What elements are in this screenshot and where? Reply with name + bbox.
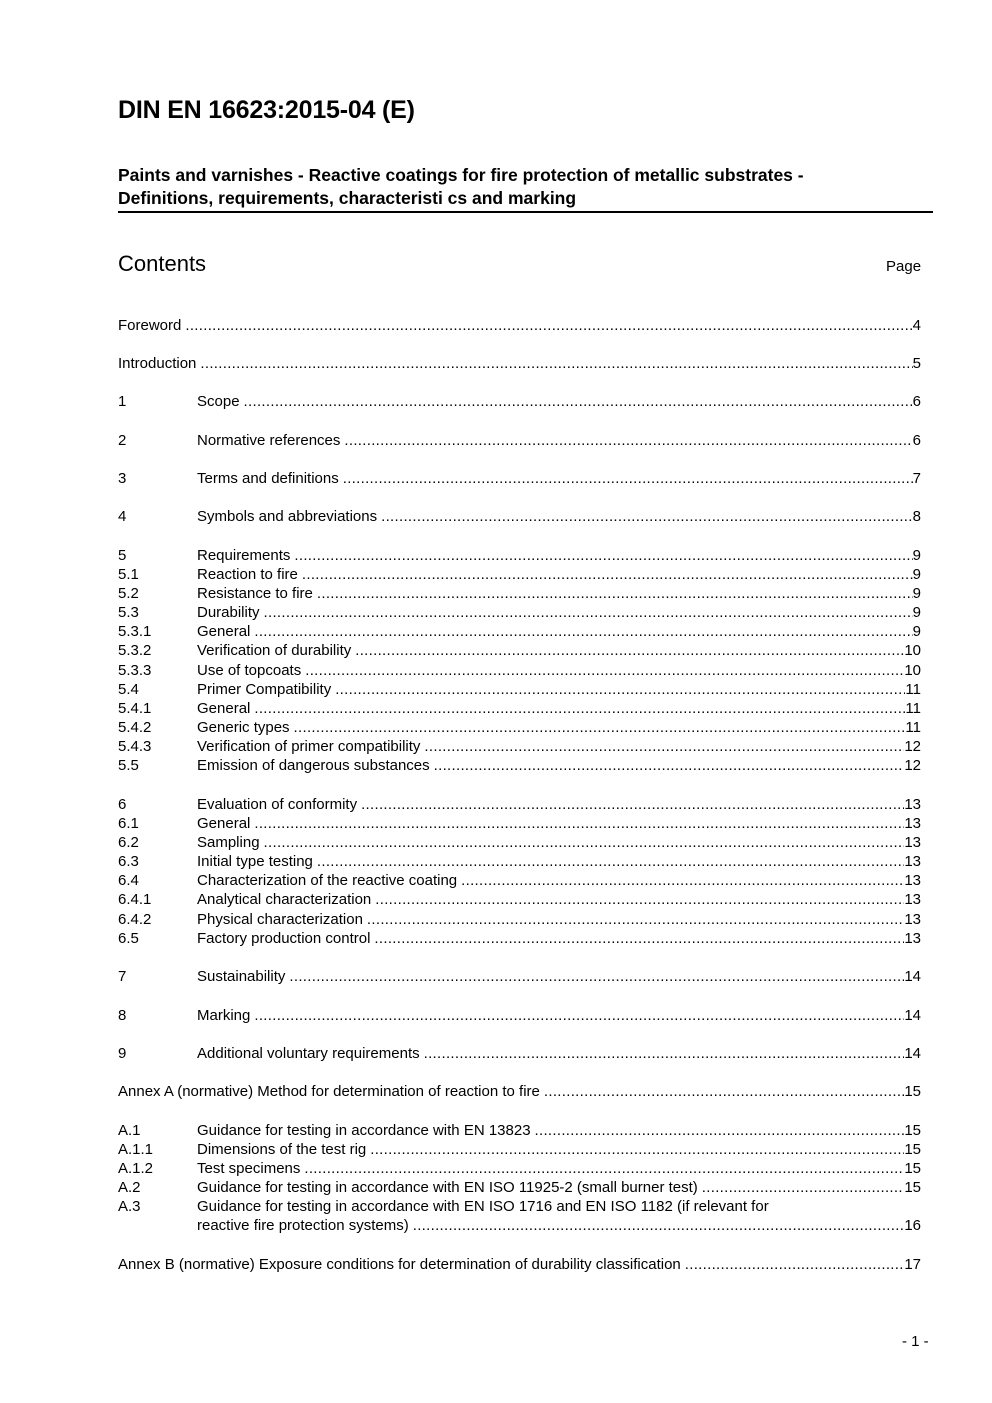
toc-entry-page: 15 <box>904 1179 921 1196</box>
toc-entry-page: 9 <box>912 604 921 621</box>
toc-entry-5-4-2[interactable] <box>118 718 921 737</box>
toc-entry-title: General <box>197 815 251 832</box>
toc-leader-dots <box>254 622 912 641</box>
toc-entry-page: 14 <box>904 1007 921 1024</box>
toc-leader-dots <box>424 1044 905 1063</box>
toc-entry-page: 4 <box>912 317 921 334</box>
toc-entry-page: 13 <box>904 930 921 947</box>
toc-leader-dots <box>294 718 906 737</box>
toc-leader-dots <box>254 1006 904 1025</box>
toc-entry-number: 6.1 <box>118 815 139 832</box>
toc-entry-number: 4 <box>118 508 127 525</box>
toc-leader-dots <box>264 833 905 852</box>
toc-leader-dots <box>370 1140 904 1159</box>
toc-leader-dots <box>254 814 904 833</box>
toc-entry-7[interactable] <box>118 967 921 986</box>
toc-entry-title: Generic types <box>197 719 290 736</box>
toc-entry-number: 5.1 <box>118 566 139 583</box>
toc-entry-page: 15 <box>904 1083 921 1100</box>
toc-entry-page: 9 <box>912 585 921 602</box>
toc-leader-dots <box>434 756 905 775</box>
toc-leader-dots <box>413 1216 905 1235</box>
toc-entry-3[interactable] <box>118 469 921 488</box>
toc-leader-dots <box>344 431 912 450</box>
toc-entry-page: 17 <box>904 1256 921 1273</box>
page-column-label: Page <box>886 258 922 275</box>
toc-entry-title: Evaluation of conformity <box>197 796 358 813</box>
toc-entry-number: 5.4.1 <box>118 700 152 717</box>
toc-entry-page: 15 <box>904 1141 921 1158</box>
toc-entry-page: 11 <box>905 681 921 698</box>
toc-entry-title: Emission of dangerous substances <box>197 757 430 774</box>
toc-entry-number: 6.2 <box>118 834 139 851</box>
toc-entry-page: 6 <box>912 432 921 449</box>
toc-entry-title: Dimensions of the test rig <box>197 1141 367 1158</box>
toc-entry-page: 14 <box>904 968 921 985</box>
toc-entry-number: 5.3 <box>118 604 139 621</box>
toc-entry-6-4-1[interactable] <box>118 890 921 909</box>
toc-entry-annex-a[interactable] <box>118 1082 921 1101</box>
toc-entry-page: 7 <box>912 470 921 487</box>
toc-leader-dots <box>317 584 913 603</box>
toc-entry-5[interactable] <box>118 546 921 565</box>
toc-entry-number: 1 <box>118 393 127 410</box>
toc-leader-dots <box>685 1255 905 1274</box>
toc-leader-dots <box>702 1178 905 1197</box>
toc-entry-title: Additional voluntary requirements <box>197 1045 420 1062</box>
toc-leader-dots <box>264 603 913 622</box>
toc-entry-page: 11 <box>905 719 921 736</box>
toc-entry-5-3-2[interactable] <box>118 641 921 660</box>
toc-entry-2[interactable] <box>118 431 921 450</box>
toc-leader-dots <box>461 871 904 890</box>
toc-entry-title: General <box>197 623 251 640</box>
toc-entry-page: 9 <box>912 623 921 640</box>
toc-entry-page: 10 <box>904 662 921 679</box>
toc-entry-page: 12 <box>904 757 921 774</box>
toc-leader-dots <box>244 392 913 411</box>
toc-entry-page: 15 <box>904 1160 921 1177</box>
document-title-line-1: Paints and varnishes - Reactive coatings for fire protection of metallic substrates - <box>118 165 804 185</box>
toc-entry-number: 5.4 <box>118 681 139 698</box>
toc-entry-number: 5.4.3 <box>118 738 152 755</box>
toc-entry-page: 13 <box>904 872 921 889</box>
toc-entry-5-5[interactable] <box>118 756 921 775</box>
toc-entry-number: 6.4.2 <box>118 911 152 928</box>
toc-leader-dots <box>367 910 904 929</box>
toc-entry-page: 5 <box>912 355 921 372</box>
toc-entry-5-4[interactable] <box>118 680 921 699</box>
document-id: DIN EN 16623:2015-04 (E) <box>118 96 415 124</box>
contents-heading: Contents <box>118 251 207 276</box>
toc-entry-page: 11 <box>905 700 921 717</box>
toc-entry-number: 6.3 <box>118 853 139 870</box>
toc-entry-number: 2 <box>118 432 127 449</box>
toc-entry-number: 9 <box>118 1045 127 1062</box>
toc-entry-number: 5 <box>118 547 127 564</box>
toc-entry-4[interactable] <box>118 507 921 526</box>
toc-entry-number: 5.5 <box>118 757 139 774</box>
toc-leader-dots <box>343 469 913 488</box>
toc-entry-number: 6.4 <box>118 872 139 889</box>
toc-leader-dots <box>544 1082 904 1101</box>
toc-entry-title: Reaction to fire <box>197 566 298 583</box>
toc-entry-title: Guidance for testing in accordance with EN ISO 1716 and EN ISO 1182 (if relevant for <box>197 1198 769 1215</box>
toc-leader-dots <box>289 967 904 986</box>
toc-leader-dots <box>374 929 904 948</box>
toc-entry-title: Characterization of the reactive coating <box>197 872 458 889</box>
document-title <box>118 164 933 213</box>
toc-entry-number: A.3 <box>118 1198 141 1215</box>
toc-entry-title: Test specimens <box>197 1160 301 1177</box>
toc-entry-number: 3 <box>118 470 127 487</box>
toc-leader-dots <box>424 737 904 756</box>
toc-entry-number: A.1.1 <box>118 1141 154 1158</box>
toc-entry-title: Analytical characterization <box>197 891 372 908</box>
toc-entry-6-1[interactable] <box>118 814 921 833</box>
toc-entry-page: 15 <box>904 1122 921 1139</box>
toc-entry-6-4[interactable] <box>118 871 921 890</box>
toc-entry-title: Scope <box>197 393 240 410</box>
toc-leader-dots <box>535 1121 905 1140</box>
toc-entry-title: Introduction <box>118 355 197 372</box>
toc-entry-introduction[interactable] <box>118 354 921 373</box>
toc-entry-page: 14 <box>904 1045 921 1062</box>
toc-entry-page: 8 <box>912 508 921 525</box>
toc-leader-dots <box>302 565 913 584</box>
toc-entry-title: Sustainability <box>197 968 286 985</box>
toc-entry-number: 6.5 <box>118 930 139 947</box>
toc-entry-9[interactable] <box>118 1044 921 1063</box>
toc-leader-dots <box>305 661 904 680</box>
toc-entry-title: Durability <box>197 604 260 621</box>
toc-entry-page: 9 <box>912 547 921 564</box>
toc-entry-title: Foreword <box>118 317 182 334</box>
toc-entry-title-continuation: reactive fire protection systems) <box>197 1217 409 1234</box>
toc-entry-a-1-1[interactable] <box>118 1140 921 1159</box>
toc-leader-dots <box>294 546 912 565</box>
toc-entry-8[interactable] <box>118 1006 921 1025</box>
toc-leader-dots <box>185 316 912 335</box>
toc-entry-foreword[interactable] <box>118 316 921 335</box>
toc-leader-dots <box>200 354 912 373</box>
toc-entry-a-2[interactable] <box>118 1178 921 1197</box>
toc-leader-dots <box>361 795 904 814</box>
toc-entry-number: 5.3.2 <box>118 642 152 659</box>
toc-entry-title: Annex A (normative) Method for determination of reaction to fire <box>118 1083 540 1100</box>
toc-entry-page: 10 <box>904 642 921 659</box>
toc-entry-page: 13 <box>904 834 921 851</box>
toc-entry-a-3-continuation[interactable] <box>197 1216 921 1235</box>
toc-entry-number: 5.3.1 <box>118 623 152 640</box>
toc-entry-page: 13 <box>904 891 921 908</box>
toc-entry-6-4-2[interactable] <box>118 910 921 929</box>
toc-entry-page: 13 <box>904 796 921 813</box>
toc-leader-dots <box>355 641 904 660</box>
toc-entry-number: 5.2 <box>118 585 139 602</box>
toc-entry-title: Requirements <box>197 547 291 564</box>
page-number: - 1 - <box>902 1333 929 1350</box>
toc-entry-number: A.1.2 <box>118 1160 154 1177</box>
toc-entry-6[interactable] <box>118 795 921 814</box>
toc-entry-6-5[interactable] <box>118 929 921 948</box>
toc-entry-a-1-2[interactable] <box>118 1159 921 1178</box>
toc-entry-title: Primer Compatibility <box>197 681 332 698</box>
toc-entry-number: 8 <box>118 1007 127 1024</box>
toc-entry-a-3[interactable] <box>118 1197 921 1216</box>
toc-entry-number: 6.4.1 <box>118 891 152 908</box>
toc-entry-number: 6 <box>118 796 127 813</box>
toc-entry-5-3[interactable] <box>118 603 921 622</box>
toc-entry-6-2[interactable] <box>118 833 921 852</box>
toc-entry-title: Guidance for testing in accordance with EN ISO 11925-2 (small burner test) <box>197 1179 698 1196</box>
toc-entry-5-1[interactable] <box>118 565 921 584</box>
toc-leader-dots <box>317 852 904 871</box>
toc-entry-title: Initial type testing <box>197 853 313 870</box>
toc-entry-title: Verification of primer compatibility <box>197 738 421 755</box>
toc-entry-number: A.2 <box>118 1179 141 1196</box>
toc-entry-6-3[interactable] <box>118 852 921 871</box>
toc-entry-number: A.1 <box>118 1122 141 1139</box>
toc-entry-a-1[interactable] <box>118 1121 921 1140</box>
toc-entry-5-4-1[interactable] <box>118 699 921 718</box>
toc-entry-number: 5.3.3 <box>118 662 152 679</box>
toc-entry-5-3-3[interactable] <box>118 661 921 680</box>
toc-entry-title: Use of topcoats <box>197 662 302 679</box>
toc-leader-dots <box>381 507 913 526</box>
toc-entry-title: Factory production control <box>197 930 371 947</box>
toc-entry-title: Annex B (normative) Exposure conditions for determination of durability classification <box>118 1256 681 1273</box>
toc-entry-page: 6 <box>912 393 921 410</box>
toc-leader-dots <box>375 890 904 909</box>
toc-entry-title: Guidance for testing in accordance with EN 13823 <box>197 1122 531 1139</box>
toc-entry-5-4-3[interactable] <box>118 737 921 756</box>
toc-entry-title: Resistance to fire <box>197 585 313 602</box>
toc-entry-5-3-1[interactable] <box>118 622 921 641</box>
toc-leader-dots <box>335 680 905 699</box>
toc-entry-title: Marking <box>197 1007 251 1024</box>
toc-entry-title: Sampling <box>197 834 260 851</box>
toc-entry-title: Physical characterization <box>197 911 363 928</box>
toc-entry-1[interactable] <box>118 392 921 411</box>
toc-entry-title: Verification of durability <box>197 642 352 659</box>
toc-entry-page: 13 <box>904 815 921 832</box>
toc-leader-dots <box>304 1159 904 1178</box>
toc-entry-title: Normative references <box>197 432 341 449</box>
toc-entry-title: Terms and definitions <box>197 470 339 487</box>
toc-entry-page: 12 <box>904 738 921 755</box>
toc-entry-number: 7 <box>118 968 127 985</box>
toc-entry-title: General <box>197 700 251 717</box>
toc-entry-title: Symbols and abbreviations <box>197 508 378 525</box>
toc-entry-page: 16 <box>904 1217 921 1234</box>
toc-entry-page: 13 <box>904 911 921 928</box>
toc-entry-annex-b[interactable] <box>118 1255 921 1274</box>
toc-entry-number: 5.4.2 <box>118 719 152 736</box>
toc-entry-page: 9 <box>912 566 921 583</box>
toc-entry-5-2[interactable] <box>118 584 921 603</box>
document-title-line-2: Definitions, requirements, characteristi cs and marking <box>118 188 577 208</box>
toc-leader-dots <box>254 699 905 718</box>
toc-entry-page: 13 <box>904 853 921 870</box>
